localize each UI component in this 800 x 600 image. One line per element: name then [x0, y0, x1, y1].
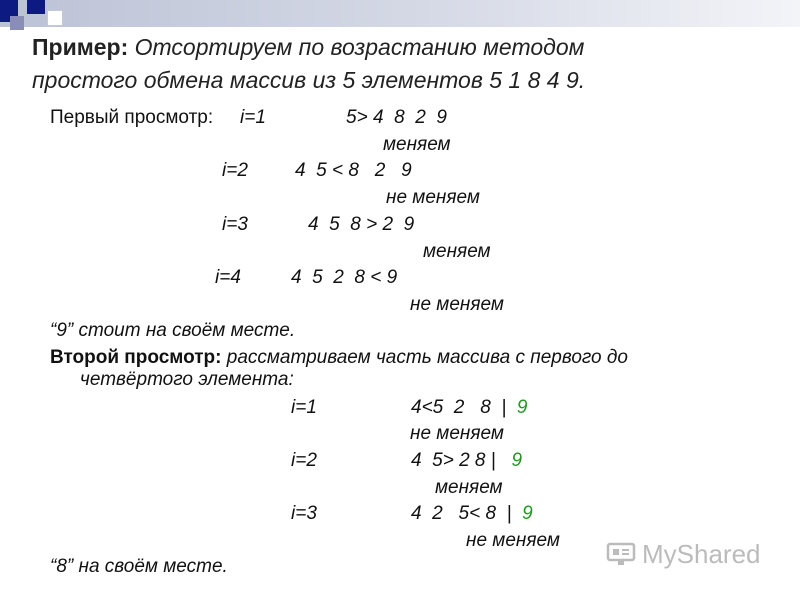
second-pass-i2-action: меняем — [435, 477, 503, 498]
myshared-watermark — [606, 537, 761, 571]
second-pass-conclusion: “8” на своём месте. — [50, 556, 228, 577]
second-pass-description-line-2: четвёртого элемента: — [80, 369, 294, 390]
second-pass-i1-action: не меняем — [410, 423, 504, 444]
first-pass-i2-array: 4 5 < 8 2 9 — [295, 160, 412, 181]
watermark-text: MyShared — [642, 538, 761, 569]
second-pass-i1-array: 4<5 2 8 | — [411, 397, 517, 418]
first-pass-i1-index: i=1 — [240, 107, 266, 128]
slide-title — [32, 31, 732, 97]
decorative-square — [27, 0, 45, 14]
first-pass-i3-index: i=3 — [222, 214, 248, 235]
second-pass-i3-fixed-element: 9 — [522, 503, 533, 524]
second-pass-label: Второй просмотр: — [50, 347, 222, 368]
first-pass-i4-array: 4 5 2 8 < 9 — [291, 267, 398, 288]
title-text-line-1: Отсортируем по возрастанию методом — [128, 34, 585, 60]
second-pass-i2-index: i=2 — [291, 450, 317, 471]
second-pass-i1-index: i=1 — [291, 397, 317, 418]
first-pass-label: Первый просмотр: — [50, 107, 219, 128]
first-pass-i4-action: не меняем — [410, 294, 504, 315]
first-pass-i1-array: 5> 4 8 2 9 — [346, 107, 447, 128]
second-pass-header — [50, 346, 628, 370]
second-pass-i2-array: 4 5> 2 8 | — [411, 450, 512, 471]
decorative-header-bar — [0, 0, 800, 27]
first-pass-i2-action: не меняем — [386, 187, 480, 208]
second-pass-i2-fixed-element: 9 — [511, 450, 523, 471]
second-pass-i3-row — [411, 502, 533, 526]
first-pass-i1-action: меняем — [383, 134, 451, 155]
first-pass-i4-index: i=4 — [215, 267, 241, 288]
second-pass-i1-fixed-element: 9 — [516, 397, 528, 418]
title-lead: Пример: — [32, 34, 129, 60]
second-pass-i1-row — [411, 396, 527, 420]
decorative-square — [47, 10, 63, 26]
decorative-square — [10, 16, 24, 30]
second-pass-i3-array: 4 2 5< 8 | — [411, 503, 523, 524]
first-pass-conclusion: “9” стоит на своём месте. — [50, 320, 296, 341]
title-text-line-2: простого обмена массив из 5 элементов 5 1 8 4 9. — [32, 67, 586, 93]
first-pass-i2-index: i=2 — [222, 160, 248, 181]
second-pass-i3-action: не меняем — [466, 530, 560, 551]
second-pass-i3-index: i=3 — [291, 503, 317, 524]
first-pass-i3-action: меняем — [423, 241, 491, 262]
first-pass-i3-array: 4 5 8 > 2 9 — [308, 214, 415, 235]
second-pass-i2-row — [411, 449, 522, 473]
second-pass-description-line-1: рассматриваем часть массива с первого до — [221, 347, 628, 368]
myshared-logo-icon — [606, 541, 636, 567]
